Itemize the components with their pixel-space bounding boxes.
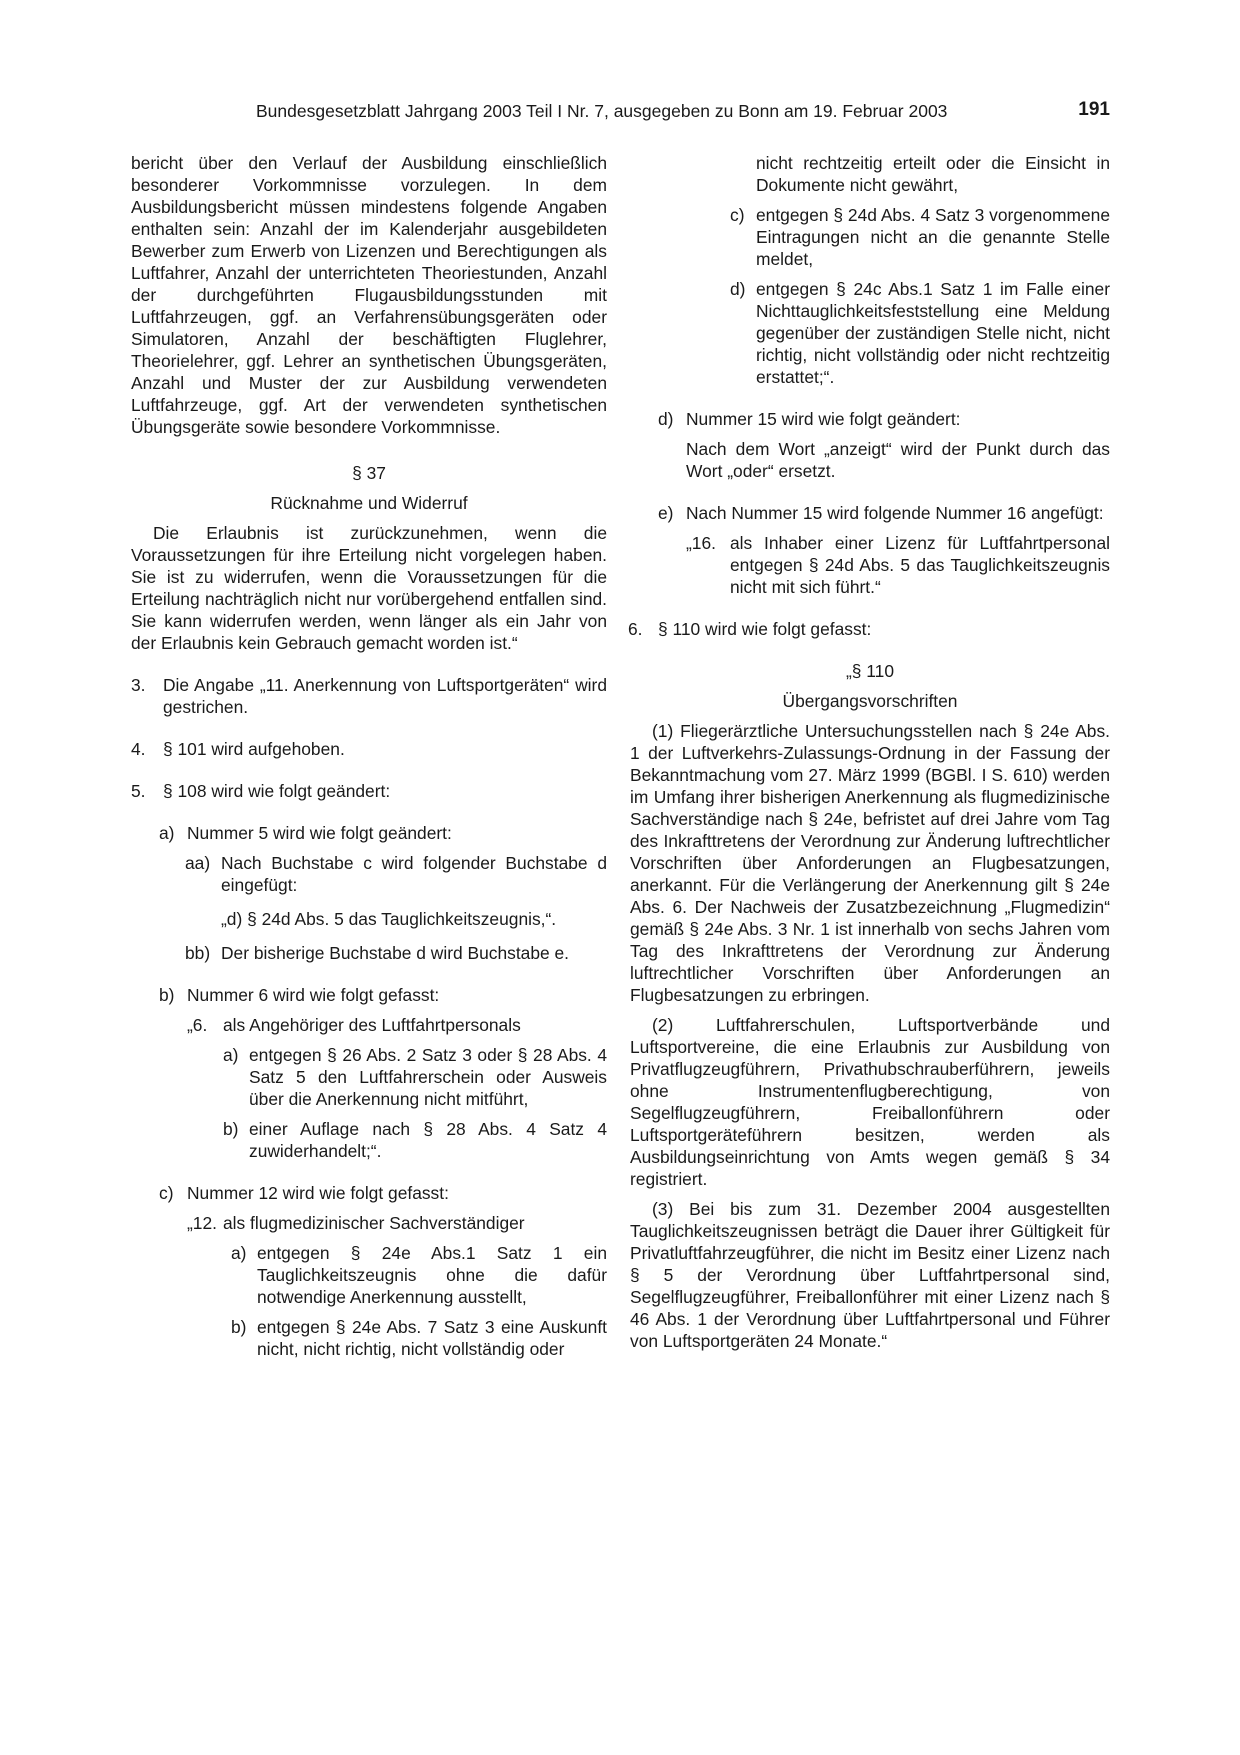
- list-text: entgegen § 26 Abs. 2 Satz 3 oder § 28 Abs. 4 Satz 5 den Luftfahrerschein oder Ausweis über die Anerkennung nicht mitführt,: [249, 1045, 607, 1109]
- section-110-para-1: (1) Fliegerärztliche Untersuchungsstellen nach § 24e Abs. 1 der Luftverkehrs-Zulassungs-Ordnung in der Fassung der Bekanntmachung vom 27. März 1999 (BGBl. I S. 610) werden im Umfang ihrer bisherigen Anerkennung als flugmedizinische Sachverständige nach § 24e, befristet auf drei Jahre vom Tag des Inkrafttretens der Verordnung zur Änderung luftrechtlicher Vorschriften über Anforderungen an Flugbesatzungen, anerkannt. Für die Verlängerung der Anerkennung gilt § 24e Abs. 6. Der Nachweis der Zusatzbezeichnung „Flugmedizin“ gemäß § 24e Abs. 3 Nr. 1 ist innerhalb von sechs Jahren vom Tag des Inkrafttretens der Verordnung zur Änderung luftrechtlicher Vorschriften über Anforderungen an Flugbesatzungen zu erbringen.: [630, 721, 1110, 1005]
- sub-item-c12c: [730, 204, 1110, 270]
- page-number: 191: [1078, 99, 1110, 120]
- sub-item-e: [658, 502, 1110, 524]
- list-number: „16.: [686, 533, 716, 553]
- section-110-para-3: (3) Bei bis zum 31. Dezember 2004 ausgestellten Tauglichkeitszeugnissen beträgt die Dauer ihrer Gültigkeit für Privatluftfahrzeugführer, die nicht im Besitz einer Lizenz nach § 5 der Verordnung über Luftfahrtpersonal sind, Segelflugzeugführer, Freiballonführer mit einer Lizenz nach § 46 Abs. 1 der Verordnung über Luftfahrtpersonal und Führer von Luftsportgeräten 24 Monate.“: [630, 1199, 1110, 1351]
- list-number: b): [223, 1119, 239, 1139]
- right-column: [630, 152, 1110, 1352]
- header-title: Bundesgesetzblatt Jahrgang 2003 Teil I Nr. 7, ausgegeben zu Bonn am 19. Februar 2003: [256, 101, 948, 121]
- sub-item-c12: [187, 1212, 607, 1234]
- list-number: e): [658, 503, 674, 523]
- list-text: entgegen § 24e Abs. 7 Satz 3 eine Auskunft nicht, nicht richtig, nicht vollständig oder: [257, 1317, 607, 1359]
- list-item-4: [131, 738, 607, 760]
- list-text: als Inhaber einer Lizenz für Luftfahrtpersonal entgegen § 24d Abs. 5 das Tauglichkeitszeugnis nicht mit sich führt.“: [730, 533, 1110, 597]
- list-number: a): [223, 1045, 239, 1065]
- list-text: Nummer 5 wird wie folgt geändert:: [187, 823, 452, 843]
- sub-item-aa: [185, 852, 607, 896]
- list-text: als Angehöriger des Luftfahrtpersonals: [223, 1015, 521, 1035]
- left-column: [131, 152, 607, 1360]
- section-110-para-2: (2) Luftfahrerschulen, Luftsportverbände und Luftsportvereine, die eine Erlaubnis zur Ausbildung von Privatflugzeugführern, Privathubschrauberführern, jeweils ohne Instrumentenflugberechtigung, von Segelflugzeugführern, Freiballonführern oder Luftsportgeräteführern besitzen, werden als Ausbildungseinrichtung von Amts wegen gemäß § 34 registriert.: [630, 1015, 1110, 1189]
- sub-item-b6a: [223, 1044, 607, 1110]
- list-text: § 110 wird wie folgt gefasst:: [658, 619, 872, 639]
- aa-insert-text: „d) § 24d Abs. 5 das Tauglichkeitszeugnis,“.: [221, 909, 557, 929]
- list-item-6: [628, 618, 1110, 640]
- sub-item-b6b: [223, 1118, 607, 1162]
- list-number: 6.: [628, 619, 643, 639]
- sub-item-b: [159, 984, 607, 1006]
- list-number: a): [159, 823, 175, 843]
- sub-item-c12a: [231, 1242, 607, 1308]
- list-text: Nach Buchstabe c wird folgender Buchstabe d eingefügt:: [221, 853, 607, 895]
- list-number: b): [159, 985, 175, 1005]
- continued-text: nicht rechtzeitig erteilt oder die Einsicht in Dokumente nicht gewährt,: [756, 153, 1110, 195]
- list-text: § 108 wird wie folgt geändert:: [163, 781, 391, 801]
- list-number: b): [231, 1317, 247, 1337]
- list-text: als flugmedizinischer Sachverständiger: [223, 1213, 525, 1233]
- list-number: 3.: [131, 675, 146, 695]
- list-text: entgegen § 24e Abs.1 Satz 1 ein Tauglichkeitszeugnis ohne die dafür notwendige Anerkennung ausstellt,: [257, 1243, 607, 1307]
- d-sub-text: Nach dem Wort „anzeigt“ wird der Punkt durch das Wort „oder“ ersetzt.: [686, 439, 1110, 481]
- list-number: d): [730, 279, 746, 299]
- list-text: entgegen § 24d Abs. 4 Satz 3 vorgenommene Eintragungen nicht an die genannte Stelle meldet,: [756, 205, 1110, 269]
- section-110-heading: „§ 110: [845, 661, 895, 681]
- list-number: bb): [185, 943, 211, 963]
- list-text: Nach Nummer 15 wird folgende Nummer 16 angefügt:: [686, 503, 1104, 523]
- list-item-5: [131, 780, 607, 802]
- section-37-text: Die Erlaubnis ist zurückzunehmen, wenn die Voraussetzungen für ihre Erteilung nicht vorgelegen haben. Sie ist zu widerrufen, wenn die Voraussetzungen für die Erteilung nachträglich nicht nur vorübergehend entfallen sind. Sie kann widerrufen werden, wenn länger als ein Jahr von der Erlaubnis kein Gebrauch gemacht worden ist.“: [131, 523, 607, 653]
- list-number: d): [658, 409, 674, 429]
- list-number: c): [730, 205, 745, 225]
- sub-item-bb: [185, 942, 607, 964]
- sub-item-c: [159, 1182, 607, 1204]
- list-number: „12.: [187, 1213, 217, 1233]
- sub-item-c12b: [231, 1316, 607, 1360]
- list-number: a): [231, 1243, 247, 1263]
- list-text: Die Angabe „11. Anerkennung von Luftsportgeräten“ wird gestrichen.: [163, 675, 607, 717]
- section-110-title: Übergangsvorschriften: [782, 691, 958, 711]
- list-text: § 101 wird aufgehoben.: [163, 739, 345, 759]
- sub-item-a: [159, 822, 607, 844]
- list-number: 5.: [131, 781, 146, 801]
- intro-paragraph: bericht über den Verlauf der Ausbildung einschließlich besonderer Vorkommnisse vorzulegen. In dem Ausbildungsbericht müssen mindestens folgende Angaben enthalten sein: Anzahl der im Kalenderjahr ausgebildeten Bewerber zum Erwerb von Lizenzen und Berechtigungen als Luftfahrer, Anzahl der unterrichteten Theoriestunden, Anzahl der durchgeführten Flugausbildungsstunden mit Luftfahrzeugen, ggf. an Verfahrensübungsgeräten oder Simulatoren, Anzahl der beschäftigten Fluglehrer, Theorielehrer, ggf. Lehrer an synthetischen Übungsgeräten, Anzahl und Muster der zur Ausbildung verwendeten Luftfahrzeuge, ggf. Art der verwendeten synthetischen Übungsgeräte sowie besondere Vorkommnisse.: [131, 153, 607, 437]
- list-number: aa): [185, 853, 211, 873]
- list-text: entgegen § 24c Abs.1 Satz 1 im Falle einer Nichttauglichkeitsfeststellung eine Meldung gegenüber der zuständigen Stelle nicht, nicht richtig, nicht vollständig oder nicht rechtzeitig erstattet;“.: [756, 279, 1110, 387]
- section-37-title: Rücknahme und Widerruf: [270, 493, 468, 513]
- list-text: Nummer 15 wird wie folgt geändert:: [686, 409, 961, 429]
- section-37-heading: § 37: [352, 463, 386, 483]
- list-text: Nummer 6 wird wie folgt gefasst:: [187, 985, 440, 1005]
- sub-item-e16: [686, 532, 1110, 598]
- sub-item-d: [658, 408, 1110, 430]
- list-number: c): [159, 1183, 174, 1203]
- list-text: Der bisherige Buchstabe d wird Buchstabe e.: [221, 943, 570, 963]
- page-header: [130, 99, 1110, 125]
- list-number: „6.: [187, 1015, 208, 1035]
- list-item-3: [131, 674, 607, 718]
- sub-item-b6: [187, 1014, 607, 1036]
- list-text: einer Auflage nach § 28 Abs. 4 Satz 4 zuwiderhandelt;“.: [249, 1119, 607, 1161]
- list-number: 4.: [131, 739, 146, 759]
- sub-item-c12d: [730, 278, 1110, 388]
- list-text: Nummer 12 wird wie folgt gefasst:: [187, 1183, 449, 1203]
